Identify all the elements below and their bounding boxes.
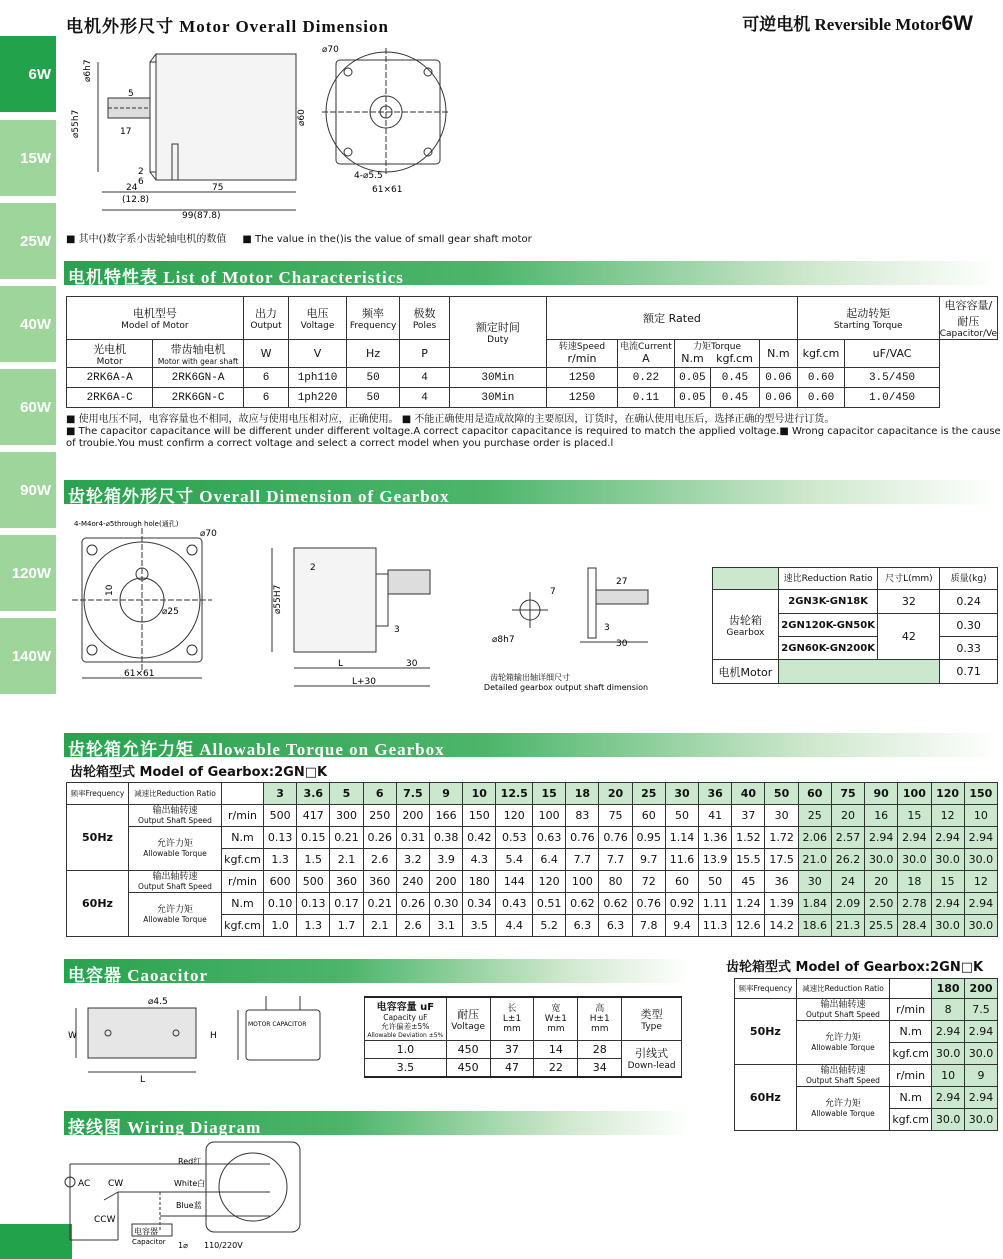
svg-text:⌀4.5: ⌀4.5 [148, 997, 168, 1007]
torque-cell: 300 [330, 805, 363, 827]
ratio-header: 90 [865, 783, 898, 805]
torque-cell: 37 [732, 805, 765, 827]
torque-cell: 2.1 [363, 915, 396, 937]
svg-text:CCW: CCW [94, 1215, 116, 1225]
torque-cell: 30.0 [931, 849, 964, 871]
torque-cell: 2.6 [363, 849, 396, 871]
torque-cell: 14.2 [765, 915, 798, 937]
torque-cell: 1.3 [297, 915, 330, 937]
svg-text:7: 7 [550, 587, 556, 597]
svg-text:Red红: Red红 [178, 1157, 202, 1166]
torque-cell: 20 [831, 805, 864, 827]
ratio-header: 150 [964, 783, 997, 805]
torque-cell: 0.26 [363, 827, 396, 849]
torque-cell: 120 [533, 871, 566, 893]
capacitor-drawing [64, 992, 354, 1085]
torque-cell: 500 [264, 805, 297, 827]
torque-cell: 30.0 [931, 915, 964, 937]
torque-cell: 12.6 [732, 915, 765, 937]
torque-cell: 5.2 [533, 915, 566, 937]
torque-cell: 0.95 [632, 827, 665, 849]
ratio-header: 15 [533, 783, 566, 805]
svg-text:10: 10 [105, 584, 115, 596]
torque-cell: 3.2 [396, 849, 429, 871]
tab-6w[interactable]: 6W [0, 36, 56, 112]
svg-text:电容器: 电容器 [134, 1227, 158, 1236]
torque-cell: 1.39 [765, 893, 798, 915]
torque-cell: 7.7 [566, 849, 599, 871]
torque-cell: 144 [496, 871, 533, 893]
torque-cell: 15 [931, 871, 964, 893]
torque-cell: 7.7 [599, 849, 632, 871]
torque-cell: 1.5 [297, 849, 330, 871]
torque-cell: 2.94 [898, 827, 931, 849]
torque-cell: 4.3 [463, 849, 496, 871]
svg-text:3: 3 [394, 625, 400, 635]
torque-cell: 0.13 [297, 893, 330, 915]
torque-cell: 1.11 [699, 893, 732, 915]
torque-cell: 0.38 [430, 827, 463, 849]
torque-cell: 4.4 [496, 915, 533, 937]
torque-cell: 7.8 [632, 915, 665, 937]
torque-cell: 16 [865, 805, 898, 827]
ratio-header: 5 [330, 783, 363, 805]
dim-shaft: ⌀6h7 [83, 59, 93, 82]
torque-cell: 2.78 [898, 893, 931, 915]
table-row: 2RK6A-C 2RK6GN-C 6 1ph220 50 4 30Min 1250 0.11 0.05 0.45 0.06 0.60 1.0/450 [67, 388, 998, 408]
ratio-header: 20 [599, 783, 632, 805]
ratio-header: 120 [931, 783, 964, 805]
torque-cell: 1.3 [264, 849, 297, 871]
dim-body: ⌀60 [297, 109, 307, 126]
torque-cell: 0.34 [463, 893, 496, 915]
svg-text:齿轮箱输出轴详细尺寸: 齿轮箱输出轴详细尺寸 [490, 673, 570, 682]
svg-text:⌀8h7: ⌀8h7 [492, 635, 515, 645]
torque-model-title: 齿轮箱型式 Model of Gearbox:2GN□K [70, 765, 328, 780]
torque-cell: 1.0 [264, 915, 297, 937]
svg-text:W: W [68, 1031, 77, 1041]
torque-cell: 0.31 [396, 827, 429, 849]
torque-cell: 0.21 [363, 893, 396, 915]
torque-cell: 200 [430, 871, 463, 893]
torque-cell: 240 [396, 871, 429, 893]
torque-cell: 166 [430, 805, 463, 827]
torque-cell: 11.3 [699, 915, 732, 937]
svg-text:5: 5 [128, 89, 134, 99]
torque-cell: 30.0 [964, 849, 997, 871]
torque-cell: 250 [363, 805, 396, 827]
torque-cell: 17.5 [765, 849, 798, 871]
section-capacitor: 电容器 Caoacitor [64, 959, 690, 983]
svg-text:⌀70: ⌀70 [200, 529, 217, 539]
torque-cell: 3.5 [463, 915, 496, 937]
torque-cell: 0.42 [463, 827, 496, 849]
small-torque-title: 齿轮箱型式 Model of Gearbox:2GN□K [726, 960, 984, 975]
motor-dimension-drawing [72, 42, 492, 232]
torque-cell: 100 [533, 805, 566, 827]
torque-cell: 500 [297, 871, 330, 893]
dim-boss: ⌀55h7 [71, 109, 81, 138]
table-row: 3.5 450 47 22 34 [365, 1059, 682, 1077]
svg-text:27: 27 [616, 577, 628, 587]
tab-120w[interactable]: 120W [0, 535, 56, 611]
torque-cell: 3.1 [430, 915, 463, 937]
power-label: 6W [941, 12, 973, 35]
torque-cell: 11.6 [665, 849, 698, 871]
svg-text:61×61: 61×61 [124, 669, 155, 679]
torque-cell: 360 [330, 871, 363, 893]
torque-cell: 0.62 [599, 893, 632, 915]
torque-cell: 12 [931, 805, 964, 827]
torque-cell: 9.4 [665, 915, 698, 937]
section-gearbox: 齿轮箱外形尺寸 Overall Dimension of Gearbox [64, 480, 999, 504]
torque-cell: 21.0 [798, 849, 831, 871]
ratio-header: 3 [264, 783, 297, 805]
torque-cell: 2.6 [396, 915, 429, 937]
tab-25w[interactable]: 25W [0, 203, 56, 279]
torque-table: 频率Frequency 减速比Reduction Ratio 3 3.6 5 6 7.5 9 10 12.5 15 18 20 25 30 36 40 50 60 75 90 100 120 150 50Hz 输出轴转速 Output Shaft Speed r/min 500 417 300 250 200 166 150 120 100 83 75 60 50 41 37 30 25 20 16 15 12 10 允许力矩 Allowable Torque N.m 0.13 0.15 0.21 0.26 0.31 0.38 0.42 0.53 0.63 0.76 0.76 0.95 1.14 1.36 1.52 1.72 2.06 2.57 2.94 2.94 2.94 2.94 kgf.cm 1.3 1.5 2.1 2.6 3.2 3.9 4.3 5.4 6.4 7.7 7.7 9.7 11.6 13.9 15.5 17.5 21.0 26.2 30.0 30.0 30.0 30.0 60Hz 输出轴转速 Output Shaft Speed r/min 600 500 360 360 240 200 180 144 120 100 80 72 60 50 45 36 30 24 20 18 15 12 允许力矩 Allowable Torque N.m 0.10 0.13 0.17 0.21 0.26 0.30 0.34 0.43 0.51 0.62 0.62 0.76 0.92 1.11 1.24 1.39 1.84 2.09 2.50 2.78 2.94 2.94 kgf.cm 1.0 1.3 1.7 2.1 2.6 3.1 3.5 4.4 5.2 6.3 6.3 7.8 9.4 11.3 12.6 14.2 18.6 21.3 25.5 28.4 30.0 30.0 [66, 782, 998, 937]
dim-d70: ⌀70 [322, 45, 339, 55]
torque-cell: 20 [865, 871, 898, 893]
svg-text:Detailed gearbox output shaft: Detailed gearbox output shaft dimension [483, 683, 649, 692]
ratio-header: 36 [699, 783, 732, 805]
torque-cell: 72 [632, 871, 665, 893]
torque-cell: 12 [964, 871, 997, 893]
svg-text:L+30: L+30 [352, 677, 377, 687]
torque-cell: 30 [765, 805, 798, 827]
torque-cell: 3.9 [430, 849, 463, 871]
torque-cell: 2.50 [865, 893, 898, 915]
capacitor-table: 电容容量 uF Capacity uF 允许偏差±5% Allowable Deviation ±5% 耐压 Voltage 长 L±1 mm 宽 W±1 mm 高 H±1 mm 类型 Type 1.0 450 37 14 28 引线式 Down-lead 3.5 450 47 22 34 [364, 996, 682, 1078]
svg-text:White白: White白 [174, 1179, 206, 1188]
torque-cell: 24 [831, 871, 864, 893]
torque-cell: 1.52 [732, 827, 765, 849]
torque-cell: 0.30 [430, 893, 463, 915]
torque-cell: 2.57 [831, 827, 864, 849]
torque-cell: 50 [665, 805, 698, 827]
torque-cell: 28.4 [898, 915, 931, 937]
torque-cell: 1.14 [665, 827, 698, 849]
ratio-header: 6 [363, 783, 396, 805]
svg-text:17: 17 [120, 127, 132, 137]
torque-cell: 25 [798, 805, 831, 827]
torque-cell: 417 [297, 805, 330, 827]
product-title: 可逆电机 Reversible Motor6W [742, 12, 973, 35]
tab-140w[interactable]: 140W [0, 618, 56, 694]
note-shaft-values: ■ 其中()数字系小齿轮轴电机的数值 ■ The value in the()is the value of small gear shaft motor [66, 234, 532, 245]
torque-cell: 80 [599, 871, 632, 893]
torque-cell: 9.7 [632, 849, 665, 871]
torque-cell: 360 [363, 871, 396, 893]
torque-cell: 6.4 [533, 849, 566, 871]
torque-cell: 26.2 [831, 849, 864, 871]
svg-text:4-M4or4-⌀5through hole(通孔): 4-M4or4-⌀5through hole(通孔) [74, 520, 179, 528]
svg-text:30: 30 [406, 659, 418, 669]
torque-cell: 21.3 [831, 915, 864, 937]
torque-cell: 120 [496, 805, 533, 827]
svg-text:AC: AC [78, 1179, 91, 1189]
section-torque: 齿轮箱允许力矩 Allowable Torque on Gearbox [64, 733, 999, 757]
torque-cell: 30 [798, 871, 831, 893]
torque-cell: 15.5 [732, 849, 765, 871]
ratio-header: 50 [765, 783, 798, 805]
svg-text:CW: CW [108, 1179, 124, 1189]
torque-cell: 0.15 [297, 827, 330, 849]
svg-text:2: 2 [310, 563, 316, 573]
torque-cell: 0.13 [264, 827, 297, 849]
ratio-header: 30 [665, 783, 698, 805]
torque-cell: 2.94 [865, 827, 898, 849]
torque-cell: 1.36 [699, 827, 732, 849]
torque-cell: 2.1 [330, 849, 363, 871]
torque-cell: 60 [632, 805, 665, 827]
svg-text:30: 30 [616, 639, 628, 649]
footer-bar [0, 1224, 72, 1259]
torque-cell: 600 [264, 871, 297, 893]
tab-60w[interactable]: 60W [0, 369, 56, 445]
svg-text:Capacitor: Capacitor [132, 1238, 166, 1246]
svg-text:6: 6 [138, 177, 144, 187]
ratio-header: 60 [798, 783, 831, 805]
page-title: 电机外形尺寸 Motor Overall Dimension [66, 17, 389, 36]
torque-cell: 2.94 [931, 893, 964, 915]
section-wiring: 接线图 Wiring Diagram [64, 1111, 690, 1135]
torque-cell: 45 [732, 871, 765, 893]
characteristics-table: 电机型号 Model of Motor 出力 Output 电压 Voltage 频率 Frequency 极数 Poles 额定时间 Duty 额定 Rated 起动转矩 Starting Torque 电容容量/耐压 Capacitor/Ve 光电机 Motor 带齿轴电机 Motor with gear shaft W V Hz P 转速Speed r/min 电流Current A 力矩Torque N.m kgf.cm N.m kgf.cm uF/VAC 2RK6A-A 2RK6GN-A 6 1ph110 50 4 30Min 1250 0.22 0.05 0.45 0.06 0.60 3.5/450 2RK6A-C 2RK6GN-C 6 1ph220 50 4 30Min 1250 0.11 0.05 0.45 0.06 0.60 1.0/450 [66, 296, 998, 408]
dim-square: 61×61 [372, 185, 403, 195]
svg-text:75: 75 [212, 183, 224, 193]
torque-cell: 1.72 [765, 827, 798, 849]
torque-cell: 0.10 [264, 893, 297, 915]
ratio-header: 10 [463, 783, 496, 805]
tab-90w[interactable]: 90W [0, 452, 56, 528]
svg-text:24: 24 [126, 183, 138, 193]
table-row: 2RK6A-A 2RK6GN-A 6 1ph110 50 4 30Min 1250 0.22 0.05 0.45 0.06 0.60 3.5/450 [67, 368, 998, 388]
torque-cell: 2.94 [964, 893, 997, 915]
dim-holes: 4-⌀5.5 [354, 171, 383, 181]
torque-cell: 0.21 [330, 827, 363, 849]
svg-text:H: H [210, 1031, 217, 1041]
ratio-header: 9 [430, 783, 463, 805]
torque-cell: 50 [699, 871, 732, 893]
torque-cell: 30.0 [865, 849, 898, 871]
svg-text:2: 2 [138, 167, 144, 177]
torque-cell: 83 [566, 805, 599, 827]
ratio-header: 12.5 [496, 783, 533, 805]
tab-40w[interactable]: 40W [0, 286, 56, 362]
torque-cell: 2.09 [831, 893, 864, 915]
torque-cell: 0.17 [330, 893, 363, 915]
torque-cell: 60 [665, 871, 698, 893]
ratio-header: 3.6 [297, 783, 330, 805]
torque-cell: 1.84 [798, 893, 831, 915]
torque-cell: 2.94 [931, 827, 964, 849]
torque-cell: 200 [396, 805, 429, 827]
torque-cell: 0.63 [533, 827, 566, 849]
ratio-header: 25 [632, 783, 665, 805]
ratio-header: 75 [831, 783, 864, 805]
gearbox-dimension-drawing [72, 518, 692, 696]
note-capacitor: ■ 使用电压不同，电容容量也不相同，故应与使用电压相对应，正确使用。 ■ 不能正确使用是造成故障的主要原因，订货时，在确认使用电压后，选择正确的型号进行订货。 ■ The capacitor capacitance will be different under different voltage.A correct capacitor capacitance is required to match the applied voltage.■ Wrong capacitor capacitance is the cause of troubie.You must confirm a correct voltage and select a correct model when you purchase order is placed.l [66, 414, 1001, 449]
torque-cell: 180 [463, 871, 496, 893]
torque-cell: 2.94 [964, 827, 997, 849]
torque-cell: 75 [599, 805, 632, 827]
table-row: 1.0 450 37 14 28 引线式 Down-lead [365, 1041, 682, 1059]
ratio-header: 40 [732, 783, 765, 805]
torque-cell: 6.3 [566, 915, 599, 937]
svg-text:Blue蓝: Blue蓝 [176, 1201, 202, 1210]
svg-text:99(87.8): 99(87.8) [182, 211, 221, 221]
wiring-diagram [64, 1140, 314, 1252]
torque-cell: 1.7 [330, 915, 363, 937]
torque-cell: 5.4 [496, 849, 533, 871]
svg-text:MOTOR CAPACITOR: MOTOR CAPACITOR [248, 1021, 307, 1028]
torque-cell: 18.6 [798, 915, 831, 937]
torque-cell: 30.0 [898, 849, 931, 871]
torque-cell: 13.9 [699, 849, 732, 871]
svg-text:L: L [338, 659, 344, 669]
tab-15w[interactable]: 15W [0, 120, 56, 196]
torque-cell: 25.5 [865, 915, 898, 937]
gearbox-mass-table: 速比Reduction Ratio 尺寸L(mm) 质量(kg) 齿轮箱 Gearbox 2GN3K-GN18K 32 0.24 2GN120K-GN50K 42 0.30 2GN60K-GN200K 0.33 电机Motor 0.71 [712, 567, 998, 684]
svg-text:(12.8): (12.8) [122, 195, 150, 205]
svg-text:3: 3 [604, 623, 610, 633]
torque-cell: 100 [566, 871, 599, 893]
svg-text:1⌀: 1⌀ [178, 1241, 188, 1250]
torque-cell: 2.06 [798, 827, 831, 849]
ratio-header: 18 [566, 783, 599, 805]
ratio-header: 7.5 [396, 783, 429, 805]
torque-cell: 150 [463, 805, 496, 827]
torque-cell: 36 [765, 871, 798, 893]
torque-cell: 0.53 [496, 827, 533, 849]
svg-text:L: L [140, 1075, 146, 1085]
torque-cell: 0.76 [599, 827, 632, 849]
svg-text:110/220V: 110/220V [204, 1241, 243, 1250]
svg-text:⌀55H7: ⌀55H7 [273, 584, 283, 614]
torque-cell: 18 [898, 871, 931, 893]
svg-text:⌀25: ⌀25 [162, 607, 179, 617]
torque-cell: 10 [964, 805, 997, 827]
torque-cell: 41 [699, 805, 732, 827]
torque-cell: 0.76 [632, 893, 665, 915]
torque-cell: 1.24 [732, 893, 765, 915]
ratio-header: 100 [898, 783, 931, 805]
section-characteristics: 电机特性表 List of Motor Characteristics [64, 261, 999, 285]
torque-cell: 0.92 [665, 893, 698, 915]
torque-cell: 15 [898, 805, 931, 827]
small-torque-table: 频率Frequency 减速比Reduction Ratio 180 200 50Hz 输出轴转速 Output Shaft Speed r/min 8 7.5 允许力矩 Allowable Torque N.m 2.94 2.94 kgf.cm 30.0 30.0 60Hz 输出轴转速 Output Shaft Speed r/min 10 9 允许力矩 Allowable Torque N.m 2.94 2.94 kgf.cm 30.0 30.0 [734, 978, 998, 1131]
torque-cell: 0.43 [496, 893, 533, 915]
torque-cell: 6.3 [599, 915, 632, 937]
torque-cell: 0.62 [566, 893, 599, 915]
torque-cell: 0.51 [533, 893, 566, 915]
torque-cell: 30.0 [964, 915, 997, 937]
torque-cell: 0.76 [566, 827, 599, 849]
torque-cell: 0.26 [396, 893, 429, 915]
